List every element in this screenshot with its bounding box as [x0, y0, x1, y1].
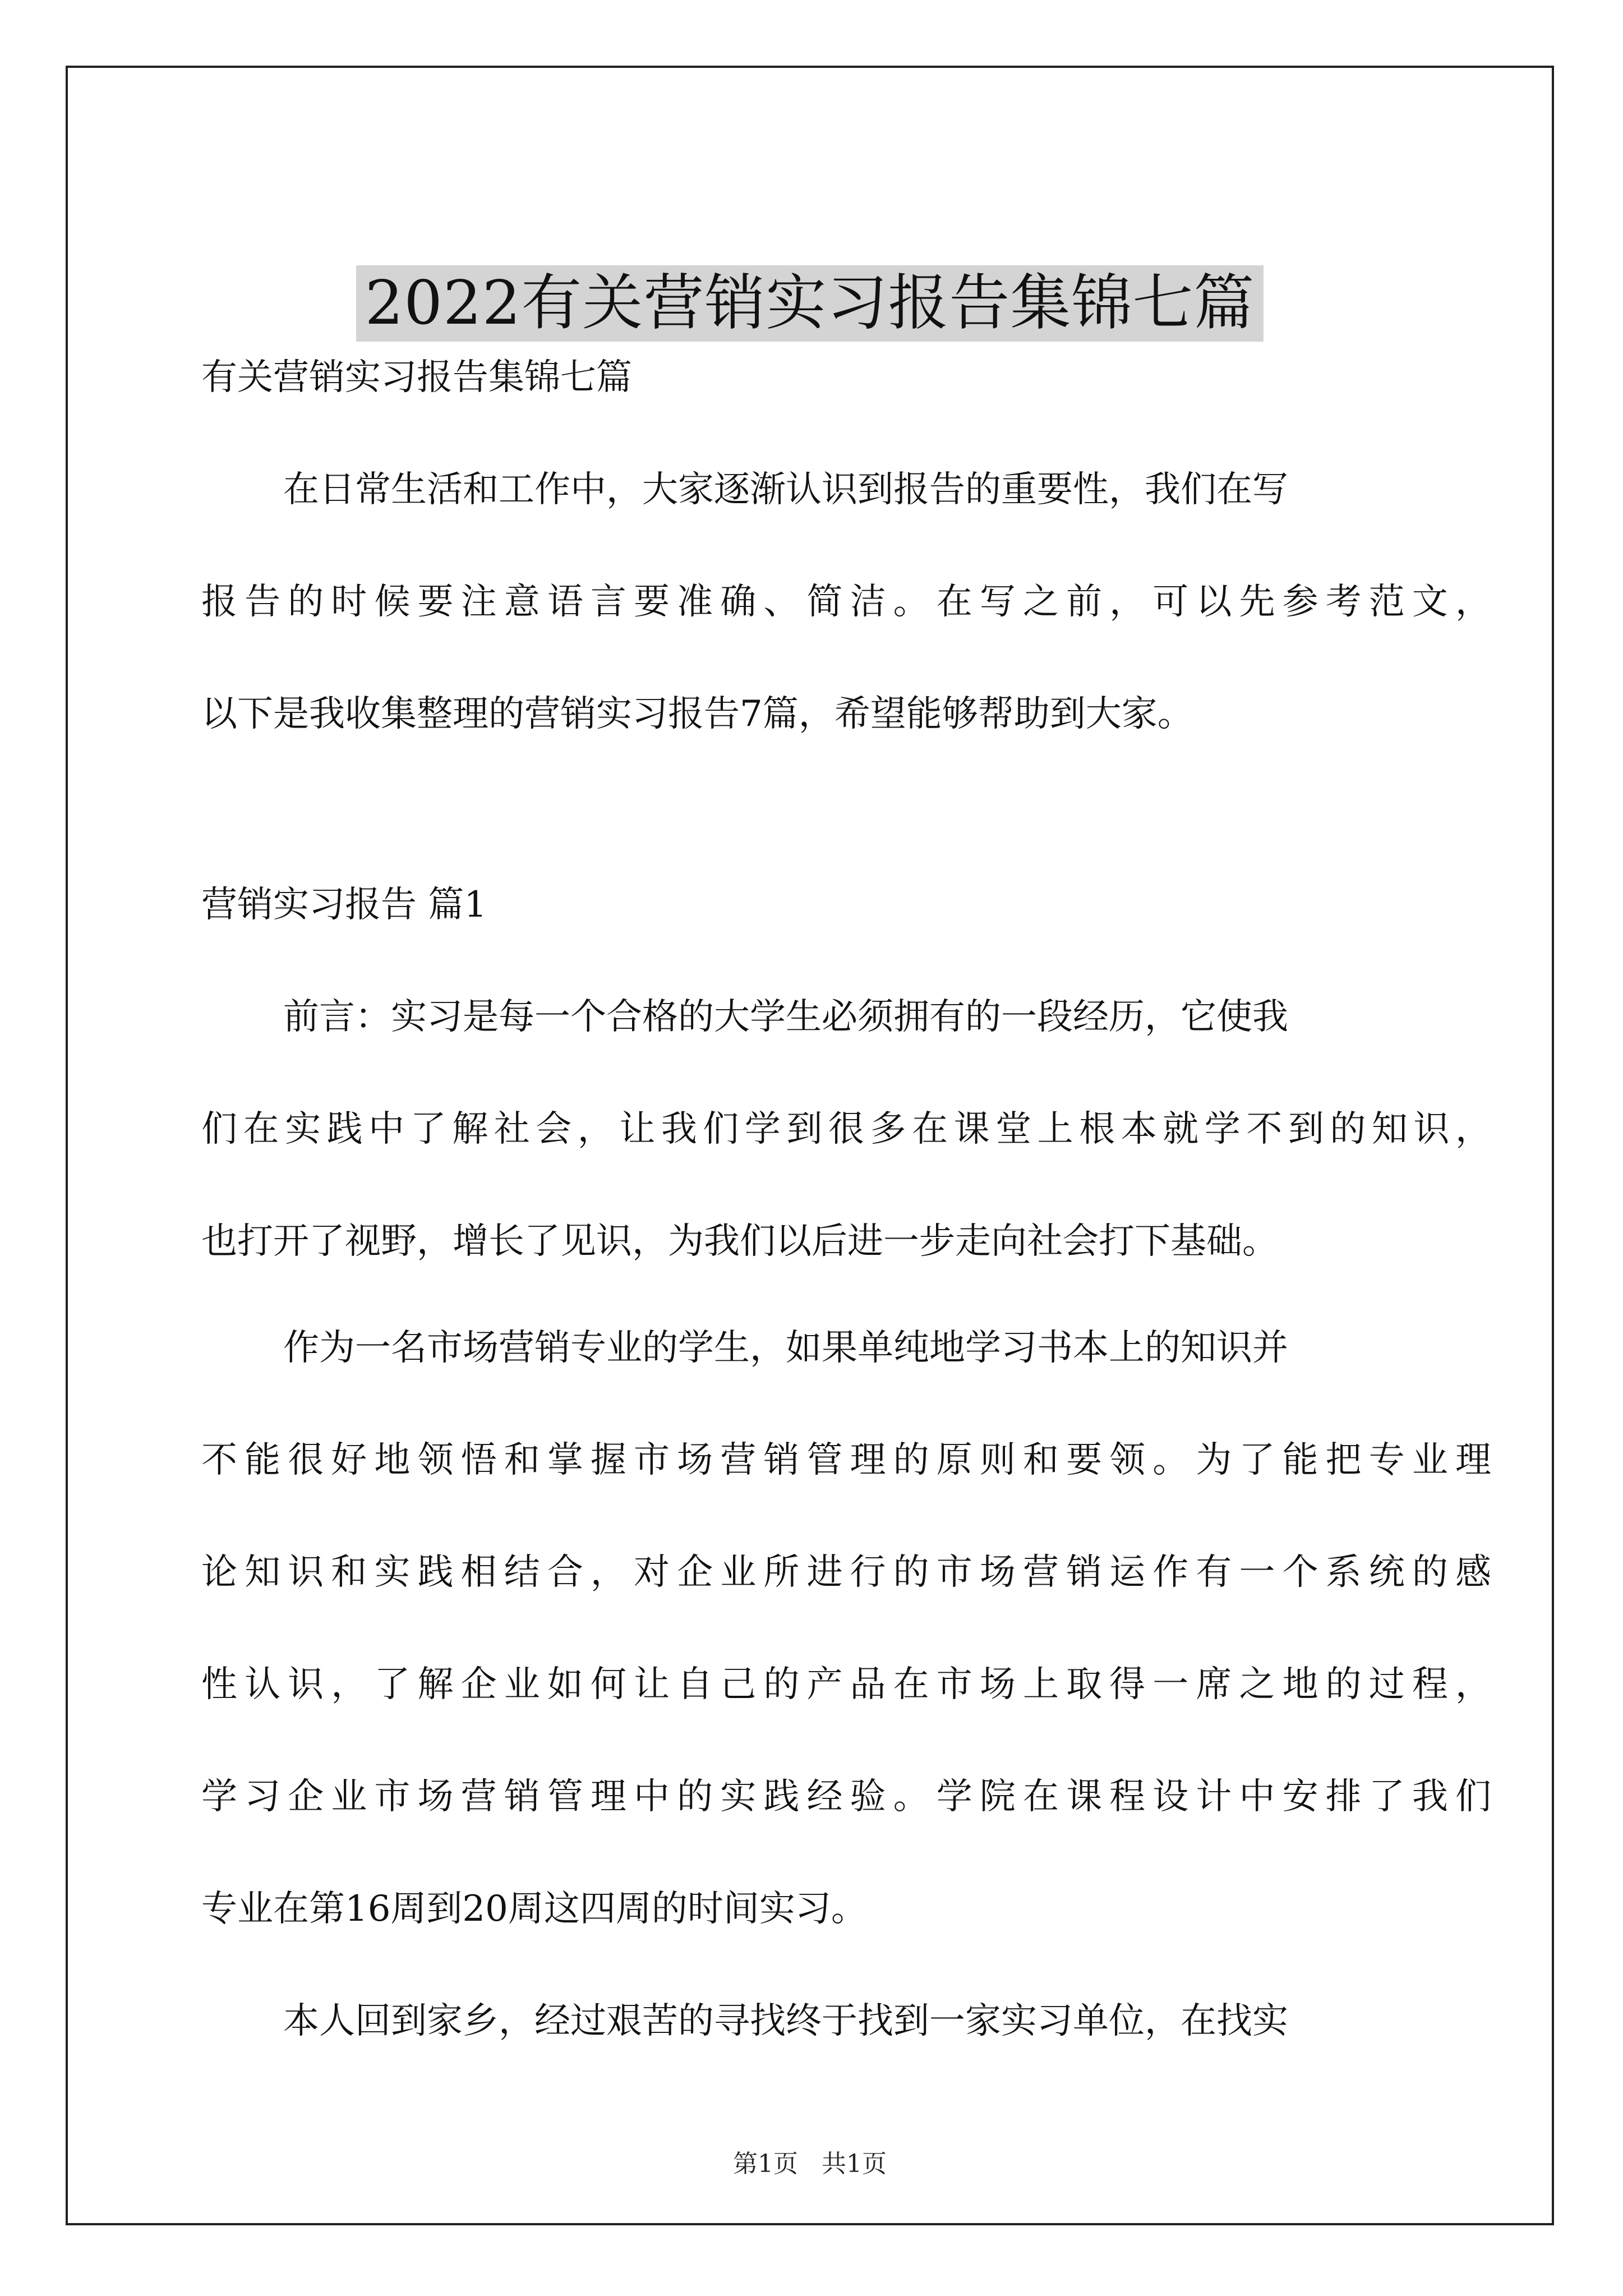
paragraph-line: 作为一名市场营销专业的学生，如果单纯地学习书本上的知识并	[283, 1327, 1288, 1369]
section-heading: 营销实习报告 篇1	[201, 884, 487, 926]
document-title: 2022有关营销实习报告集锦七篇	[356, 265, 1264, 342]
paragraph-line: 论知识和实践相结合，对企业所进行的市场营销运作有一个系统的感	[201, 1552, 1491, 1593]
paragraph-line: 们在实践中了解社会，让我们学到很多在课堂上根本就学不到的知识，	[201, 1108, 1491, 1150]
page-total: 共1页	[822, 2150, 887, 2178]
paragraph-line: 本人回到家乡，经过艰苦的寻找终于找到一家实习单位，在找实	[283, 2000, 1288, 2042]
subtitle-line: 有关营销实习报告集锦七篇	[201, 357, 632, 398]
paragraph-line: 也打开了视野，增长了见识，为我们以后进一步走向社会打下基础。	[201, 1221, 1278, 1262]
paragraph-line: 专业在第16周到20周这四周的时间实习。	[201, 1888, 867, 1930]
paragraph-line: 不能很好地领悟和掌握市场营销管理的原则和要领。为了能把专业理	[201, 1439, 1491, 1481]
paragraph-line: 性认识，了解企业如何让自己的产品在市场上取得一席之地的过程，	[201, 1664, 1491, 1705]
document-body	[68, 68, 1552, 2223]
page-frame	[66, 66, 1554, 2225]
title-container	[68, 265, 1552, 342]
paragraph-line: 报告的时候要注意语言要准确、简洁。在写之前，可以先参考范文，	[201, 581, 1491, 623]
page-footer	[68, 2143, 1552, 2179]
paragraph-line: 学习企业市场营销管理中的实践经验。学院在课程设计中安排了我们	[201, 1776, 1491, 1818]
page-number: 第1页	[733, 2150, 798, 2178]
paragraph-line: 前言：实习是每一个合格的大学生必须拥有的一段经历，它使我	[283, 996, 1288, 1038]
paragraph-line: 在日常生活和工作中，大家逐渐认识到报告的重要性，我们在写	[283, 469, 1288, 510]
paragraph-line: 以下是我收集整理的营销实习报告7篇，希望能够帮助到大家。	[201, 693, 1193, 735]
